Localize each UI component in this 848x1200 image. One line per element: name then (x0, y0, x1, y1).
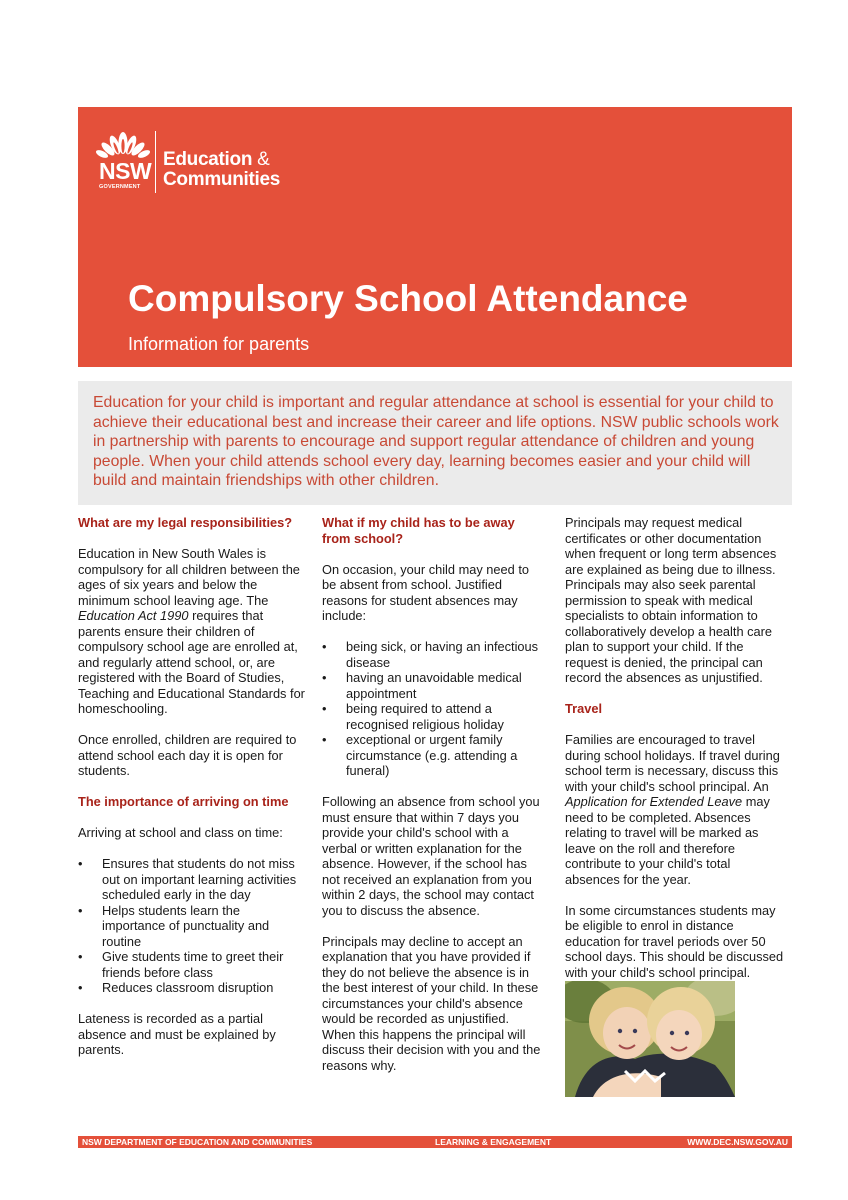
heading-legal-responsibilities: What are my legal responsibilities? (78, 515, 293, 530)
text-segment: may need to be completed. Absences relating to travel will be marked as leave on the roll and therefore contribute to your child's total absences for the year. (565, 794, 770, 887)
heading-travel: Travel (565, 701, 602, 716)
text-segment: Education in New South Wales is compulsory for all children between the ages of six years and below the minimum school leaving age. The (78, 546, 300, 608)
education-act-title: Education Act 1990 (78, 608, 189, 623)
logo-line-2: Communities (163, 169, 281, 190)
paragraph-explanation: Following an absence from school you must ensure that within 7 days you provide your child's school with a verbal or written explanation for the absence. However, if the school has not received an explanation from you within 2 days, the school may contact you to discuss the absence. (322, 794, 540, 918)
page-title: Compulsory School Attendance (128, 278, 688, 319)
list-item: • being required to attend a recognised religious holiday (322, 701, 544, 732)
paragraph-enrolment: Once enrolled, children are required to attend school each day it is open for students. (78, 732, 297, 778)
logo-education: Education (163, 149, 253, 170)
paragraph-travel (565, 732, 787, 887)
nsw-education-logo (96, 127, 296, 197)
waratah-icon (96, 127, 150, 161)
paragraph-medical-certificates: Principals may request medical certificates or other documentation when frequent or long term absences are explained as being due to illness. Principals may also seek parental permission to speak with medical specialists to obtain information to collaboratively develop a health care plan to support your child. If the request is denied, the principal can record the absences as unjustified. (565, 515, 777, 685)
paragraph-principal-decline: Principals may decline to accept an explanation that you have provided if they do not believe the absence is in the best interest of your child. In these circumstances your child's absence would be recorded as unjustified. When this happens the principal will discuss their decision with you and the reasons why. (322, 933, 541, 1073)
column-2 (322, 515, 544, 1089)
header-banner (78, 107, 792, 367)
paragraph-legal-responsibilities (78, 546, 306, 717)
absence-reasons-list (322, 639, 544, 779)
heading-away-from-school: What if my child has to be away from school? (322, 515, 515, 546)
footer-bar (78, 1136, 792, 1148)
footer-department: NSW DEPARTMENT OF EDUCATION AND COMMUNITIES (82, 1137, 313, 1147)
footer-directorate: LEARNING & ENGAGEMENT (435, 1137, 552, 1147)
children-photo (565, 981, 735, 1097)
logo-line-1 (163, 150, 270, 169)
text-segment: Families are encouraged to travel during school holidays. If travel during school term is necessary, discuss this with your child's school principal. An (565, 732, 780, 794)
logo-nsw-text: NSW (99, 158, 152, 184)
paragraph-distance-education: In some circumstances students may be eligible to enrol in distance education for travel periods over 50 school days. This should be discussed with your child's school principal. (565, 902, 784, 980)
children-illustration (565, 981, 735, 1097)
intro-box (78, 381, 792, 505)
paragraph-arriving-intro: Arriving at school and class on time: (78, 825, 283, 840)
intro-text: Education for your child is important and regular attendance at school is essential for your child to achieve their educational best and increase their career and life options. NSW public schools work in partnership with parents to encourage and support regular attendance of children and young people. When your child attends school every day, learning becomes easier and your child will build and maintain friendships with other children. (93, 394, 779, 489)
list-item: • being sick, or having an infectious disease (322, 639, 544, 670)
list-item: • Helps students learn the importance of punctuality and routine (78, 903, 306, 950)
text-segment: requires that parents ensure their children of compulsory school age are enrolled at, and regularly attend school, or, are registered with the Board of Studies, Teaching and Educational Standards for homeschooling. (78, 608, 305, 716)
paragraph-absence-reasons: On occasion, your child may need to be absent from school. Justified reasons for student absences may include: (322, 561, 529, 623)
arriving-on-time-list (78, 856, 306, 996)
logo-government-text: GOVERNMENT (99, 184, 141, 190)
column-3 (565, 515, 787, 1097)
page-subtitle: Information for parents (128, 334, 310, 354)
list-item: • Give students time to greet their friends before class (78, 949, 306, 980)
paragraph-lateness: Lateness is recorded as a partial absence and must be explained by parents. (78, 1011, 276, 1057)
list-item: • Ensures that students do not miss out on important learning activities scheduled early in the day (78, 856, 306, 903)
list-item: • Reduces classroom disruption (78, 980, 306, 996)
logo-divider (155, 131, 156, 193)
column-1 (78, 515, 306, 1073)
list-item: • having an unavoidable medical appointment (322, 670, 544, 701)
extended-leave-title: Application for Extended Leave (565, 794, 743, 809)
logo-ampersand: & (257, 149, 270, 170)
footer-website: WWW.DEC.NSW.GOV.AU (687, 1137, 788, 1147)
heading-arriving-on-time: The importance of arriving on time (78, 794, 289, 809)
list-item: • exceptional or urgent family circumstance (e.g. attending a funeral) (322, 732, 544, 779)
